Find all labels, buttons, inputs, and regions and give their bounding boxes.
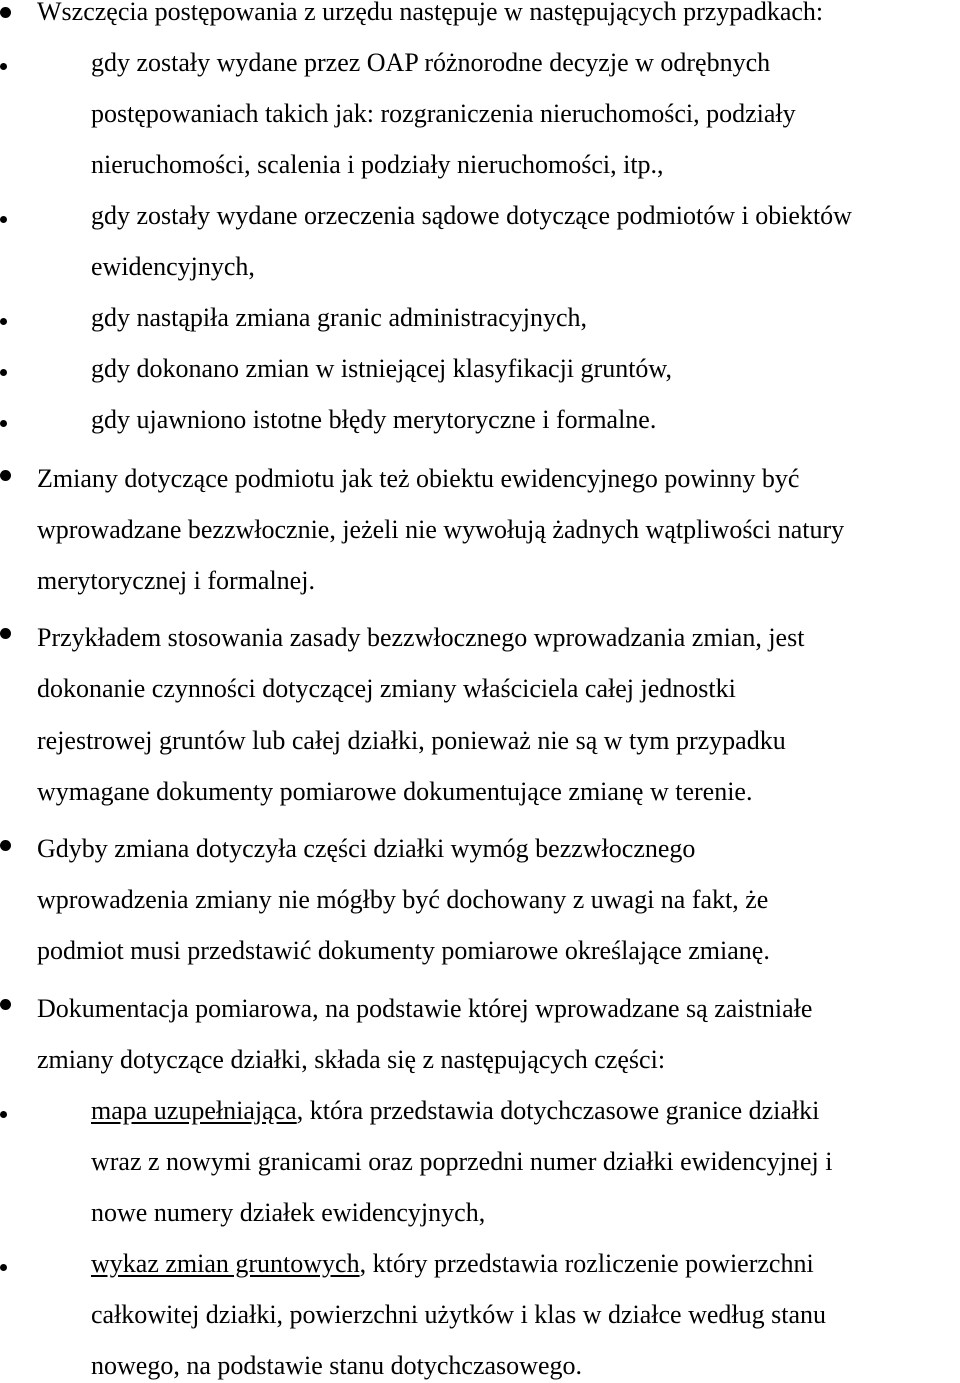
bullet-icon <box>0 7 11 18</box>
bullet-icon <box>0 420 7 427</box>
item-text-line: wprowadzenia zmiany nie mógłby być dochowany z uwagi na fakt, że <box>37 885 769 914</box>
item-text-line: Gdyby zmiana dotyczyła części działki wymóg bezzwłocznego <box>37 834 696 863</box>
bullet-icon <box>0 369 7 376</box>
item-text-line <box>91 1249 814 1279</box>
item-text-line: nowe numery działek ewidencyjnych, <box>91 1198 486 1227</box>
item-text-segment: , która przedstawia dotychczasowe granice działki <box>296 1096 820 1125</box>
item-text-line: nowego, na podstawie stanu dotychczasowego. <box>91 1351 582 1380</box>
item-text-line: zmiany dotyczące działki, składa się z następujących części: <box>37 1045 666 1074</box>
item-text-line: merytorycznej i formalnej. <box>37 566 315 595</box>
item-text-line: Wszczęcia postępowania z urzędu następuje w następujących przypadkach: <box>37 0 824 26</box>
item-text-line: rejestrowej gruntów lub całej działki, ponieważ nie są w tym przypadku <box>37 726 786 755</box>
item-text-line: wymagane dokumenty pomiarowe dokumentujące zmianę w terenie. <box>37 777 753 806</box>
underlined-term: wykaz zmian gruntowych <box>91 1249 360 1278</box>
item-text-line <box>91 1096 819 1126</box>
item-text-segment: , który przedstawia rozliczenie powierzchni <box>359 1249 814 1278</box>
item-text-line: dokonanie czynności dotyczącej zmiany właściciela całej jednostki <box>37 674 736 703</box>
item-text-line: Przykładem stosowania zasady bezzwłocznego wprowadzania zmian, jest <box>37 623 805 652</box>
item-text-line: wraz z nowymi granicami oraz poprzedni numer działki ewidencyjnej i <box>91 1147 833 1176</box>
item-text-line: wprowadzane bezzwłocznie, jeżeli nie wywołują żadnych wątpliwości natury <box>37 515 845 544</box>
bullet-icon <box>0 216 7 223</box>
item-text-line: gdy ujawniono istotne błędy merytoryczne i formalne. <box>91 405 657 434</box>
bullet-icon <box>0 999 11 1010</box>
item-text-line: Zmiany dotyczące podmiotu jak też obiektu ewidencyjnego powinny być <box>37 464 800 493</box>
bullet-icon <box>0 318 7 325</box>
bullet-icon <box>0 470 11 481</box>
bullet-icon <box>0 1264 7 1271</box>
item-text-line: gdy zostały wydane orzeczenia sądowe dotyczące podmiotów i obiektów <box>91 201 852 230</box>
item-text-line: gdy nastąpiła zmiana granic administracyjnych, <box>91 303 587 332</box>
bullet-icon <box>0 628 11 639</box>
underlined-term: mapa uzupełniająca <box>91 1096 297 1125</box>
item-text-line: ewidencyjnych, <box>91 252 255 281</box>
item-text-line: gdy dokonano zmian w istniejącej klasyfikacji gruntów, <box>91 354 673 383</box>
item-text-line: postępowaniach takich jak: rozgraniczenia nieruchomości, podziały <box>91 99 796 128</box>
item-text-line: nieruchomości, scalenia i podziały nieruchomości, itp., <box>91 150 664 179</box>
bullet-icon <box>0 63 7 70</box>
bullet-icon <box>0 840 11 851</box>
item-text-line: gdy zostały wydane przez OAP różnorodne decyzje w odrębnych <box>91 48 771 77</box>
bullet-icon <box>0 1111 7 1118</box>
item-text-line: całkowitej działki, powierzchni użytków i klas w działce według stanu <box>91 1300 826 1329</box>
item-text-line: Dokumentacja pomiarowa, na podstawie której wprowadzane są zaistniałe <box>37 994 813 1023</box>
item-text-line: podmiot musi przedstawić dokumenty pomiarowe określające zmianę. <box>37 936 770 965</box>
